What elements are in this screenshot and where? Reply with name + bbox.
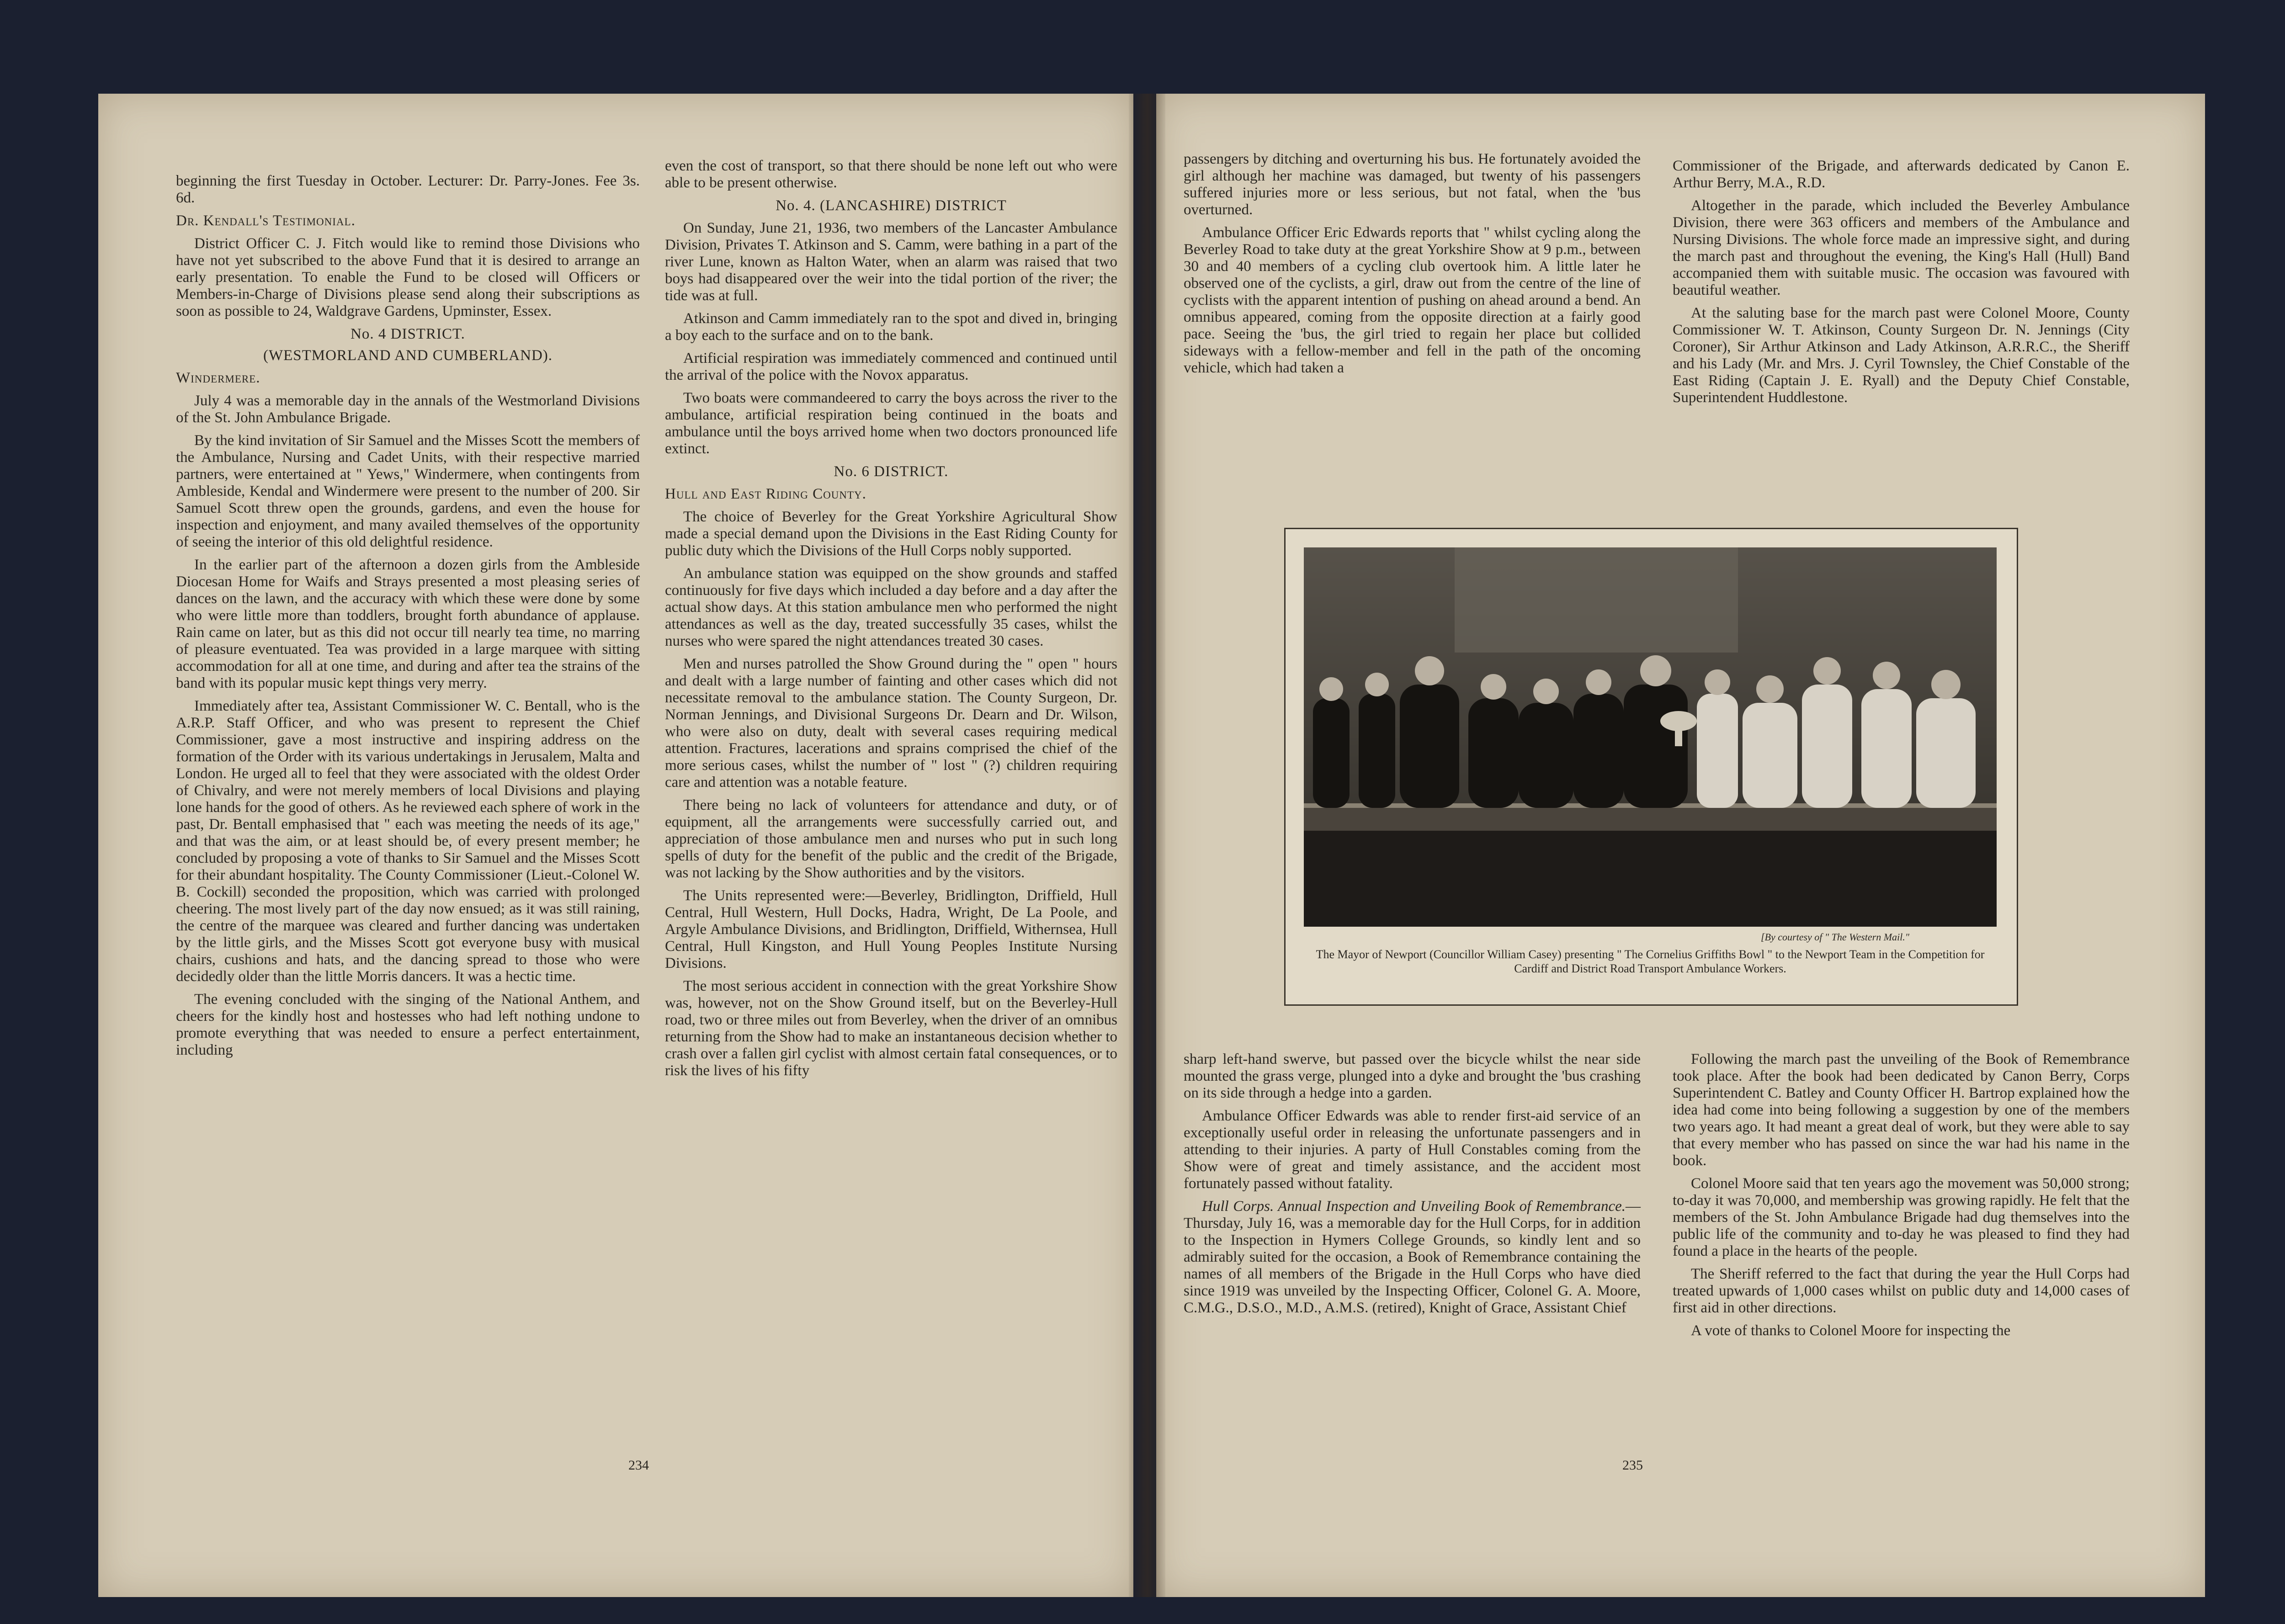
photo-credit: [By courtesy of " The Western Mail." xyxy=(1761,931,1910,943)
right-column-2-bottom xyxy=(1673,1051,2130,1345)
paragraph: Men and nurses patrolled the Show Ground during the " open " hours and dealt with a large number of fainting and other cases which did not necessitate removal to the ambulance station. The County Surgeon, Dr. Norman Jennings, and Divisional Surgeons Dr. Dearn and Dr. Wilson, who were also on duty, dealt with several cases requiring medical attention. Fractures, lacerations and sprains comprised the chief of the more serious cases, whilst the number of " lost " (?) children requiring care and attention was a notable feature. xyxy=(665,656,1117,791)
page-number-left: 234 xyxy=(628,1458,649,1473)
paragraph: Colonel Moore said that ten years ago the movement was 50,000 strong; to-day it was 70,000, and membership was growing rapidly. He felt that the members of the St. John Ambulance Brigade had dug themselves into the public life of the community and to-day he was pleased to find they had found a place in the hearts of the people. xyxy=(1673,1175,2130,1259)
paragraph: passengers by ditching and overturning his bus. He fortunately avoided the girl although her machine was damaged, but twenty of his passengers suffered injuries more or less serious, but not fatal, when the 'bus overturned. xyxy=(1184,151,1641,218)
paragraph: The most serious accident in connection with the great Yorkshire Show was, however, not on the Show Ground itself, but on the Beverley-Hull road, two or three miles out from Beverley, when the driver of an omnibus returning from the Show had to make an instantaneous decision whether to crash over a fallen girl cyclist with almost certain fatal consequences, or to risk the lives of his fifty xyxy=(665,978,1117,1079)
paragraph: Ambulance Officer Edwards was able to render first-aid service of an exceptionally useful order in releasing the unfortunate passengers and in attending to their injuries. A party of Hull Constables coming from the Show were of great and timely assistance, and the accident most fortunately passed without fatality. xyxy=(1184,1108,1641,1192)
district-subheading: (WESTMORLAND AND CUMBERLAND). xyxy=(263,347,553,364)
book-gutter xyxy=(1129,94,1165,1597)
photo-illustration xyxy=(1304,547,1997,927)
paragraph: Atkinson and Camm immediately ran to the spot and dived in, bringing a boy each to the surface and on to the bank. xyxy=(665,310,1117,344)
section-subhead: Windermere. xyxy=(176,370,260,386)
paragraph: Immediately after tea, Assistant Commissioner W. C. Bentall, who is the A.R.P. Staff Officer, and who was present to represent the Chief Commissioner, gave a most instructive and inspiring address on the formation of the Order with its various undertakings in Jerusalem, Malta and London. He urged all to feel that they were associated with the oldest Order of Chivalry, and were not merely members of local Divisions and playing lone hands for the good of others. As he reviewed each sphere of work in the past, Dr. Bentall emphasised that " each was meeting the needs of its age," and that was the aim, or at least should be, of every present member; he concluded by proposing a vote of thanks to Sir Samuel and the Misses Scott for their abundant hospitality. The County Commissioner (Lieut.-Colonel W. B. Cockill) seconded the proposition, which was carried with prolonged cheering. The most lively part of the day now ensued; as it was still raining, the centre of the marquee was cleared and further dancing was undertaken by the little girls, and the Misses Scott got everyone busy with musical chairs, cushions and hats, and the dancing spread to those who were decidedly older than the little Morris dancers. It was a hectic time. xyxy=(176,698,640,985)
paragraph: July 4 was a memorable day in the annals of the Westmorland Divisions of the St. John Ambulance Brigade. xyxy=(176,393,640,426)
photo-caption: The Mayor of Newport (Councillor William Casey) presenting " The Cornelius Griffiths Bowl " to the Newport Team in the Competition for Cardiff and District Road Transport Ambulance Workers. xyxy=(1316,948,1985,975)
paragraph: even the cost of transport, so that there should be none left out who were able to be present otherwise. xyxy=(665,158,1117,191)
paragraph: On Sunday, June 21, 1936, two members of the Lancaster Ambulance Division, Privates T. Atkinson and S. Camm, were bathing in a part of the river Lune, known as Halton Water, when an alarm was raised that two boys had disappeared over the weir into the tidal portion of the river; the tide was at full. xyxy=(665,220,1117,304)
group-photograph xyxy=(1304,547,1997,927)
paragraph: There being no lack of volunteers for attendance and duty, or of equipment, all the arrangements were successfully carried out, and appreciation of those ambulance men and nurses who put in such long spells of duty for the benefit of the public and the credit of the Brigade, was not lacking by the Show authorities and by the visitors. xyxy=(665,797,1117,881)
paragraph: The Sheriff referred to the fact that during the year the Hull Corps had treated upwards of 1,000 cases whilst on public duty and 14,000 cases of first aid in other directions. xyxy=(1673,1266,2130,1316)
hull-corps-heading: Hull Corps. Annual Inspection and Unveiling Book of Remembrance. xyxy=(1202,1198,1626,1215)
paragraph: At the saluting base for the march past were Colonel Moore, County Commissioner W. T. Atkinson, County Surgeon Dr. N. Jennings (City Coroner), Sir Arthur Atkinson and Lady Atkinson, A.R.R.C., the Sheriff and his Lady (Mr. and Mrs. J. Cyril Townsley, the Chief Constable of the East Riding (Captain J. E. Ryall) and the Deputy Chief Constable, Superintendent Huddlestone. xyxy=(1673,305,2130,406)
paragraph: Artificial respiration was immediately commenced and continued until the arrival of the police with the Novox apparatus. xyxy=(665,350,1117,383)
section-subhead: Dr. Kendall's Testimonial. xyxy=(176,212,356,229)
page-number-right: 235 xyxy=(1622,1458,1643,1473)
district-heading: No. 6 DISTRICT. xyxy=(834,463,949,480)
right-column-2-top xyxy=(1673,158,2130,412)
paragraph: A vote of thanks to Colonel Moore for inspecting the xyxy=(1691,1322,2011,1339)
paragraph-hull-corps xyxy=(1184,1198,1641,1316)
district-heading: No. 4. (LANCASHIRE) DISTRICT xyxy=(776,197,1007,214)
right-column-1-bottom xyxy=(1184,1051,1641,1316)
paragraph: An ambulance station was equipped on the show grounds and staffed continuously for five days which included a day before and a day after the actual show days. At this station ambulance men who performed the night attendances as well as the day, treated successfully 35 cases, whilst the nurses who were spared the night attendances treated 30 cases. xyxy=(665,565,1117,649)
paragraph: The evening concluded with the singing of the National Anthem, and cheers for the kindly host and hostesses who had left nothing undone to promote everything that was needed to ensure a perfect entertainment, including xyxy=(176,991,640,1058)
paragraph: Commissioner of the Brigade, and afterwards dedicated by Canon E. Arthur Berry, M.A., R.D. xyxy=(1673,158,2130,191)
paragraph: beginning the first Tuesday in October. Lecturer: Dr. Parry-Jones. Fee 3s. 6d. xyxy=(176,173,640,206)
paragraph: The choice of Beverley for the Great Yorkshire Agricultural Show made a special demand upon the Divisions in the East Riding County for public duty which the Divisions of the Hull Corps nobly supported. xyxy=(665,509,1117,559)
paragraph: Altogether in the parade, which included the Beverley Ambulance Division, there were 363 officers and members of the Ambulance and Nursing Divisions. The whole force made an impressive sight, and during the march past and throughout the evening, the King's Hall (Hull) Band accompanied them with suitable music. The occasion was favoured with beautiful weather. xyxy=(1673,197,2130,298)
right-column-1-top xyxy=(1184,151,1641,382)
left-column-1 xyxy=(176,173,640,1065)
photo-frame xyxy=(1284,528,2018,1006)
paragraph: District Officer C. J. Fitch would like to remind those Divisions who have not yet subscribed to the above Fund that it is desired to arrange an early presentation. To enable the Fund to be closed will Officers or Members-in-Charge of Divisions please send along their subscriptions as soon as possible to 24, Waldgrave Gardens, Upminster, Essex. xyxy=(176,235,640,319)
district-heading: No. 4 DISTRICT. xyxy=(351,326,465,342)
paragraph: —Thursday, July 16, was a memorable day for the Hull Corps, for in addition to the Inspection in Hymers College Grounds, so kindly lent and so admirably suited for the occasion, a Book of Remembrance containing the names of all members of the Brigade in the Hull Corps who have died since 1919 was unveiled by the Inspecting Officer, Colonel G. A. Moore, C.M.G., D.S.O., M.D., A.M.S. (retired), Knight of Grace, Assistant Chief xyxy=(1184,1198,1641,1316)
paragraph: By the kind invitation of Sir Samuel and the Misses Scott the members of the Ambulance, Nursing and Cadet Units, with their respective married partners, were entertained at " Yews," Windermere, when contingents from Ambleside, Kendal and Windermere were present to the number of 200. Sir Samuel Scott threw open the grounds, gardens, and even the house for inspection and enjoyment, and many availed themselves of the opportunity of seeing the interior of this old delightful residence. xyxy=(176,432,640,550)
paragraph: Following the march past the unveiling of the Book of Remembrance took place. After the book had been dedicated by Canon Berry, Corps Superintendent C. Batley and County Officer H. Bartrop explained how the idea had come into being following a suggestion by one of the members two years ago. It had meant a great deal of work, but they were able to say that every member who has passed on since the war had his name in the book. xyxy=(1673,1051,2130,1169)
paragraph: sharp left-hand swerve, but passed over the bicycle whilst the near side mounted the grass verge, plunged into a dyke and brought the 'bus crashing on its side through a hedge into a garden. xyxy=(1184,1051,1641,1101)
paragraph: Ambulance Officer Eric Edwards reports that " whilst cycling along the Beverley Road to take duty at the great Yorkshire Show at 9 p.m., between 30 and 40 members of a cycling club overtook him. A little later he observed one of the cyclists, a girl, draw out from the centre of the line of cyclists with the apparent intention of pushing on ahead around a bend. An omnibus appeared, coming from the opposite direction at a fairly good pace. Seeing the 'bus, the girl tried to regain her place but collided sideways with a fellow-member and fell in the path of the oncoming vehicle, which had taken a xyxy=(1184,224,1641,376)
left-column-2 xyxy=(665,158,1117,1085)
paragraph: Two boats were commandeered to carry the boys across the river to the ambulance, artificial respiration being continued in the boats and ambulance until the boys arrived home when two doctors pronounced life extinct. xyxy=(665,390,1117,457)
paragraph: In the earlier part of the afternoon a dozen girls from the Ambleside Diocesan Home for Waifs and Strays presented a most pleasing series of dances on the lawn, and the accuracy with which these were done by some who were little more than toddlers, brought forth abundance of applause. Rain came on later, but as this did not occur till nearly tea time, no marring of pleasure eventuated. Tea was provided in a large marquee with sitting accommodation for all at one time, and during and after tea the strains of the band with its popular music kept things very merry. xyxy=(176,557,640,691)
paragraph: The Units represented were:—Beverley, Bridlington, Driffield, Hull Central, Hull Western, Hull Docks, Hadra, Wright, De La Poole, and Argyle Ambulance Divisions, and Bridlington, Driffield, Withernsea, Hull Central, Hull Kingston, and Hull Young Peoples Institute Nursing Divisions. xyxy=(665,887,1117,971)
section-subhead: Hull and East Riding County. xyxy=(665,486,866,502)
